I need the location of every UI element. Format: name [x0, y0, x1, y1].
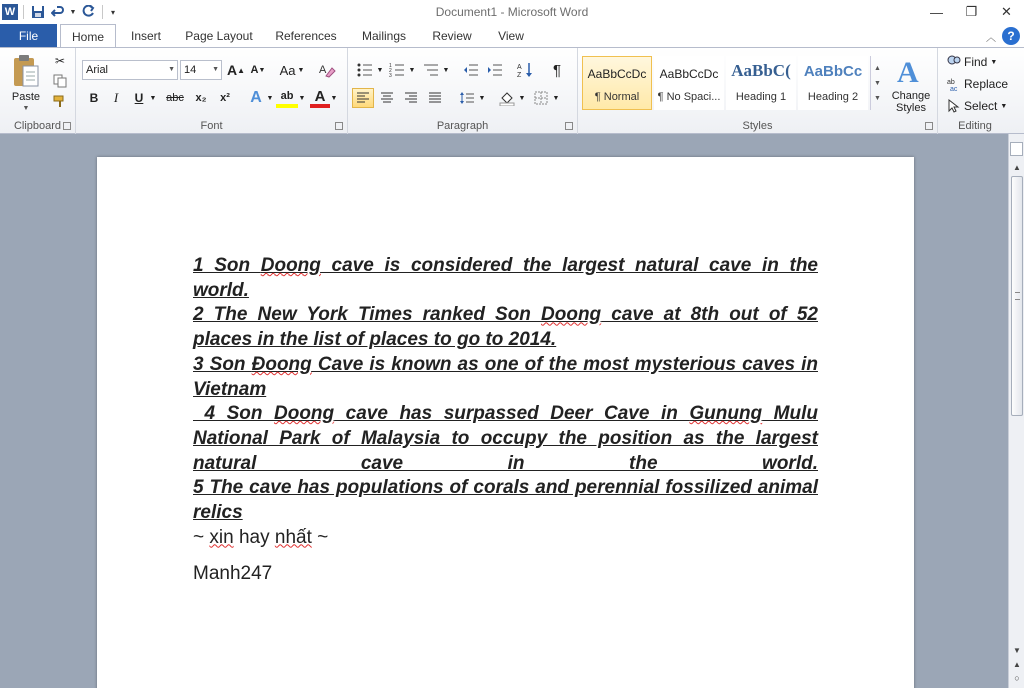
- copy-icon[interactable]: [50, 72, 70, 90]
- line-spacing-icon[interactable]: [456, 88, 478, 108]
- redo-icon[interactable]: [79, 3, 97, 21]
- bold-button[interactable]: B: [89, 91, 99, 105]
- increase-indent-icon[interactable]: [484, 60, 506, 80]
- editing-group: [938, 48, 1012, 134]
- underline-dropdown-icon[interactable]: ▼: [149, 94, 157, 102]
- clipboard-group: [0, 48, 76, 134]
- format-painter-icon[interactable]: [50, 92, 70, 110]
- quick-access-toolbar: [0, 3, 118, 21]
- change-case-button[interactable]: Aa ▼: [279, 62, 305, 78]
- change-styles-button[interactable]: Change Styles: [891, 90, 931, 114]
- svg-text:A: A: [517, 64, 522, 71]
- vertical-scrollbar[interactable]: [1008, 134, 1024, 688]
- spellcheck-word[interactable]: Doong: [541, 304, 602, 326]
- text-effects-button[interactable]: A: [250, 89, 262, 106]
- undo-dropdown-icon[interactable]: ▼: [69, 8, 77, 16]
- align-left-icon[interactable]: [352, 88, 374, 108]
- ribbon-tabs: [0, 24, 1024, 47]
- tab-review[interactable]: Review: [432, 28, 472, 43]
- align-right-icon[interactable]: [400, 88, 422, 108]
- line-spacing-dropdown-icon[interactable]: ▼: [478, 94, 486, 102]
- save-icon[interactable]: [29, 3, 47, 21]
- svg-text:A: A: [897, 56, 919, 86]
- font-group: [76, 48, 348, 134]
- font-dialog-launcher-icon[interactable]: [335, 122, 343, 130]
- tab-references[interactable]: References: [275, 28, 337, 43]
- scroll-down-icon[interactable]: ▼: [1013, 645, 1021, 655]
- style-heading-1-name: Heading 1: [735, 91, 787, 103]
- svg-text:ab: ab: [947, 79, 955, 86]
- styles-dialog-launcher-icon[interactable]: [925, 122, 933, 130]
- undo-icon[interactable]: [49, 3, 67, 21]
- style-heading-1[interactable]: [726, 56, 796, 110]
- underline-button[interactable]: U: [134, 91, 144, 105]
- paste-icon[interactable]: [8, 52, 44, 92]
- spellcheck-word[interactable]: nhất: [274, 526, 312, 548]
- change-case-label: Aa: [279, 62, 296, 78]
- svg-text:1: 1: [389, 63, 392, 69]
- styles-scroll-up-icon[interactable]: ▲: [874, 64, 881, 72]
- spellcheck-word[interactable]: Doong: [260, 255, 321, 276]
- word-logo-icon[interactable]: W: [2, 4, 18, 20]
- style-normal-sample: AaBbCcDc: [587, 67, 647, 81]
- svg-text:ac: ac: [950, 86, 958, 91]
- style-heading-1-sample: AaBbC(: [731, 61, 791, 80]
- style-normal[interactable]: [582, 56, 652, 110]
- show-formatting-button[interactable]: ¶: [552, 61, 562, 79]
- tab-page-layout[interactable]: Page Layout: [185, 28, 253, 43]
- tab-file[interactable]: File: [0, 24, 57, 47]
- font-size-value: 14: [184, 64, 197, 76]
- find-label: Find: [964, 55, 988, 69]
- paragraph-group-label: Paragraph: [436, 120, 489, 132]
- numbering-dropdown-icon[interactable]: ▼: [408, 66, 416, 74]
- subscript-button[interactable]: x₂: [195, 92, 207, 104]
- paste-dropdown-icon[interactable]: ▼: [22, 104, 30, 112]
- borders-icon[interactable]: [530, 88, 552, 108]
- scroll-up-icon[interactable]: ▲: [1013, 162, 1021, 172]
- highlight-dropdown-icon[interactable]: ▼: [298, 94, 306, 102]
- title-bar: [0, 0, 1024, 24]
- style-heading-2[interactable]: [798, 56, 868, 110]
- previous-page-icon[interactable]: ▲: [1013, 659, 1021, 669]
- bullets-dropdown-icon[interactable]: ▼: [376, 66, 384, 74]
- select-button[interactable]: Select ▼: [964, 99, 1008, 113]
- paragraph-2[interactable]: 2 The New York Times ranked Son Doong cave at 8th out of 52 places in the list of places to go to 2014.: [193, 304, 818, 351]
- clear-formatting-icon[interactable]: [316, 60, 338, 80]
- styles-group: [578, 48, 938, 134]
- font-group-label: Font: [200, 120, 223, 132]
- help-icon[interactable]: ?: [1002, 27, 1020, 45]
- grow-font-label: A: [226, 62, 238, 78]
- document-page[interactable]: [97, 157, 914, 688]
- svg-text:3: 3: [389, 73, 392, 77]
- spellcheck-word[interactable]: Gunung: [689, 403, 763, 425]
- clipboard-group-label: Clipboard: [13, 120, 62, 132]
- editing-group-label: Editing: [958, 120, 992, 132]
- style-no-spacing-sample: AaBbCcDc: [659, 67, 719, 81]
- paragraph-1[interactable]: 1 Son Doong cave is considered the largest natural cave in the world.: [193, 255, 818, 301]
- paragraph-5[interactable]: 5 The cave has populations of corals and perennial fossilized animal relics: [193, 477, 818, 524]
- qat-separator: [102, 5, 103, 19]
- window-controls: [919, 0, 1024, 24]
- paragraph-4[interactable]: 4 Son Doong cave has surpassed Deer Cave in Gunung Mulu National Park of Malaysia to occupy the position as the largest natural cave in the world.: [193, 403, 819, 474]
- clipboard-dialog-launcher-icon[interactable]: [63, 122, 71, 130]
- style-heading-2-sample: AaBbCc: [803, 63, 863, 80]
- svg-text:2: 2: [389, 68, 392, 74]
- select-browse-object-icon[interactable]: ○: [1014, 673, 1020, 683]
- replace-button[interactable]: Replace: [964, 77, 1009, 91]
- numbering-icon[interactable]: [386, 60, 408, 80]
- ribbon-right-controls: [986, 27, 1020, 45]
- italic-button[interactable]: I: [113, 90, 119, 105]
- signature-line[interactable]: Manh247: [193, 563, 273, 585]
- decrease-indent-icon[interactable]: [460, 60, 482, 80]
- shading-icon[interactable]: [496, 88, 518, 108]
- sort-icon[interactable]: [514, 60, 536, 80]
- footer-line[interactable]: ~ xin hay nhất ~: [193, 526, 329, 548]
- replace-icon[interactable]: [946, 76, 962, 92]
- justify-icon[interactable]: [424, 88, 446, 108]
- font-name-value: Arial: [86, 64, 109, 76]
- restore-icon[interactable]: ❐: [965, 4, 978, 19]
- tab-home[interactable]: Home: [60, 24, 116, 48]
- spellcheck-word[interactable]: Doong: [274, 403, 335, 425]
- superscript-button[interactable]: x²: [220, 92, 230, 104]
- paragraph-dialog-launcher-icon[interactable]: [565, 122, 573, 130]
- change-styles-icon[interactable]: [888, 54, 932, 88]
- style-no-spacing-name: ¶ No Spaci...: [657, 91, 721, 103]
- view-ruler-icon[interactable]: [1010, 142, 1023, 156]
- select-icon[interactable]: [946, 98, 962, 114]
- customize-qat-icon[interactable]: ▾: [110, 7, 115, 17]
- window-title: Document1 - Microsoft Word: [435, 5, 589, 19]
- ribbon: [0, 47, 1024, 134]
- style-normal-name: ¶ Normal: [594, 91, 640, 103]
- bullets-icon[interactable]: [354, 60, 376, 80]
- highlight-button[interactable]: ab: [276, 88, 298, 108]
- strikethrough-button[interactable]: abc: [166, 92, 184, 104]
- shading-dropdown-icon[interactable]: ▼: [518, 94, 526, 102]
- document-content[interactable]: [193, 254, 818, 587]
- borders-dropdown-icon[interactable]: ▼: [552, 94, 560, 102]
- select-label: Select: [964, 99, 998, 113]
- multilevel-dropdown-icon[interactable]: ▼: [442, 66, 450, 74]
- svg-text:A: A: [319, 64, 327, 76]
- tab-mailings[interactable]: Mailings: [361, 28, 406, 43]
- font-color-button[interactable]: A: [310, 88, 330, 108]
- text-effects-dropdown-icon[interactable]: ▼: [266, 94, 274, 102]
- paragraph-group: [348, 48, 578, 134]
- cut-icon[interactable]: ✂: [54, 54, 66, 68]
- document-area[interactable]: [0, 134, 1008, 688]
- tab-insert[interactable]: Insert: [130, 28, 161, 43]
- paragraph-3[interactable]: 3 Son Đoong Cave is known as one of the most mysterious caves in Vietnam: [193, 353, 818, 400]
- shrink-font-label: A: [250, 64, 259, 76]
- paste-button[interactable]: Paste: [11, 91, 41, 103]
- spellcheck-word[interactable]: xin: [209, 526, 234, 548]
- scroll-thumb[interactable]: [1011, 176, 1023, 416]
- find-button[interactable]: Find ▼: [964, 55, 998, 69]
- styles-group-label: Styles: [742, 120, 773, 132]
- shrink-font-button[interactable]: A ▼: [250, 64, 266, 76]
- svg-text:Z: Z: [517, 72, 522, 78]
- font-name-dropdown-icon[interactable]: ▼: [168, 66, 175, 73]
- grow-font-button[interactable]: A ▲: [226, 62, 246, 78]
- font-size-field[interactable]: [180, 60, 222, 80]
- multilevel-list-icon[interactable]: [420, 60, 442, 80]
- styles-more-icon[interactable]: ▼: [874, 94, 881, 102]
- styles-gallery-scroll[interactable]: [870, 56, 884, 110]
- style-no-spacing[interactable]: [654, 56, 724, 110]
- find-icon[interactable]: [946, 54, 962, 70]
- qat-separator: [23, 5, 24, 19]
- minimize-ribbon-icon[interactable]: ︿: [986, 32, 996, 44]
- close-icon[interactable]: ✕: [1001, 4, 1012, 19]
- styles-scroll-down-icon[interactable]: ▼: [874, 79, 881, 87]
- align-center-icon[interactable]: [376, 88, 398, 108]
- font-size-dropdown-icon[interactable]: ▼: [212, 66, 219, 73]
- font-color-dropdown-icon[interactable]: ▼: [330, 94, 338, 102]
- minimize-icon[interactable]: —: [930, 4, 943, 20]
- style-heading-2-name: Heading 2: [807, 91, 859, 103]
- spellcheck-word[interactable]: Đoong: [251, 353, 312, 375]
- font-name-field[interactable]: [82, 60, 178, 80]
- tab-view[interactable]: View: [498, 28, 524, 43]
- scroll-grip-icon: [1015, 292, 1020, 300]
